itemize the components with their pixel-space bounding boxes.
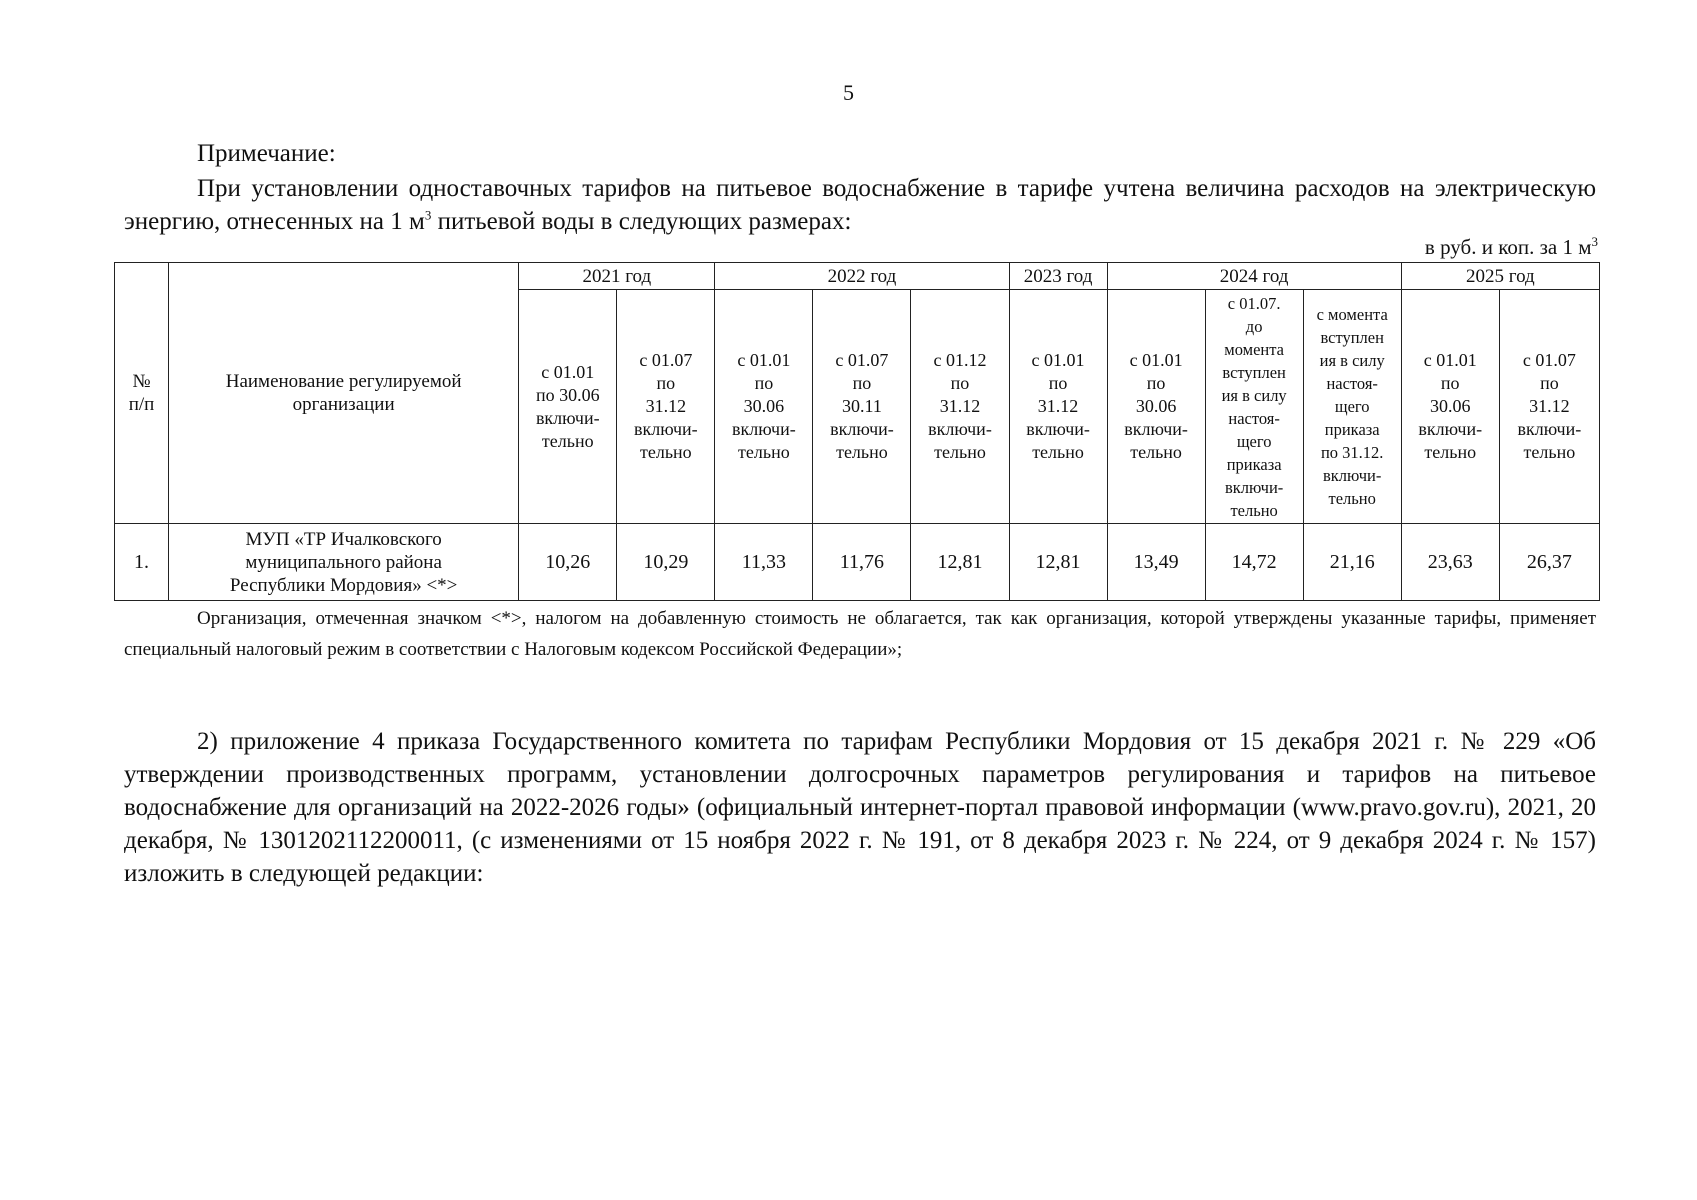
period-header: с момента вступлен ия в силу настоя- щего приказа по 31.12. включи- тельно bbox=[1303, 290, 1401, 524]
note-text-end: питьевой воды в следующих размерах: bbox=[431, 208, 852, 235]
period-header: с 01.01 по 31.12 включи- тельно bbox=[1009, 290, 1107, 524]
tariff-value: 14,72 bbox=[1205, 524, 1303, 601]
tariff-value: 11,33 bbox=[715, 524, 813, 601]
period-header: с 01.01 по 30.06 включи- тельно bbox=[715, 290, 813, 524]
tariff-value: 11,76 bbox=[813, 524, 911, 601]
tariff-value: 21,16 bbox=[1303, 524, 1401, 601]
paragraph-2: 2) приложение 4 приказа Государственного комитета по тарифам Республики Мордовия от 15 декабря 2021 г. № 229 «Об утверждении производственных программ, установлении долгосрочных параметров регулирования и тарифов на питьевое водоснабжение для организаций на 2022-2026 годы» (официальный интернет-портал правовой информации (www.pravo.gov.ru), 2021, 20 декабря, № 1301202112200011, (с изменениями от 15 ноября 2022 г. № 191, от 8 декабря 2023 г. № 224, от 9 декабря 2024 г. № 157) изложить в следующей редакции: bbox=[124, 728, 1596, 887]
period-header: с 01.07 по 31.12 включи- тельно bbox=[617, 290, 715, 524]
year-header-row bbox=[115, 263, 1600, 290]
row-organization: МУП «ТР Ичалковского муниципального района Республики Мордовия» <*> bbox=[169, 524, 519, 601]
period-header: с 01.07 по 31.12 включи- тельно bbox=[1499, 290, 1599, 524]
period-header: с 01.01 по 30.06 включи- тельно bbox=[519, 290, 617, 524]
period-header: с 01.12 по 31.12 включи- тельно bbox=[911, 290, 1009, 524]
unit-superscript: 3 bbox=[1591, 234, 1598, 249]
note-paragraph bbox=[124, 172, 1596, 238]
note-text-main: При установлении одноставочных тарифов на питьевое водоснабжение в тарифе учтена величина расходов на электрическую энергию, отнесенных на 1 м bbox=[124, 175, 1596, 235]
note-title: Примечание: bbox=[197, 140, 336, 167]
unit-label bbox=[1260, 235, 1598, 260]
table-row bbox=[115, 524, 1600, 601]
tariff-value: 13,49 bbox=[1107, 524, 1205, 601]
page-number: 5 bbox=[843, 80, 854, 105]
period-header: с 01.01 по 30.06 включи- тельно bbox=[1401, 290, 1499, 524]
footnote: Организация, отмеченная значком <*>, налогом на добавленную стоимость не облагается, так как организация, которой утверждены указанные тарифы, применяет специальный налоговый режим в соответствии с Налоговым кодексом Российской Федерации»; bbox=[124, 608, 1596, 660]
note-superscript: 3 bbox=[424, 207, 432, 223]
header-year-2023: 2023 год bbox=[1009, 263, 1107, 290]
header-number: № п/п bbox=[115, 263, 169, 524]
period-header: с 01.07 по 30.11 включи- тельно bbox=[813, 290, 911, 524]
tariff-value: 10,29 bbox=[617, 524, 715, 601]
period-header: с 01.01 по 30.06 включи- тельно bbox=[1107, 290, 1205, 524]
header-year-2025: 2025 год bbox=[1401, 263, 1599, 290]
tariff-value: 23,63 bbox=[1401, 524, 1499, 601]
tariff-table bbox=[114, 262, 1600, 601]
row-number: 1. bbox=[115, 524, 169, 601]
unit-text: в руб. и коп. за 1 м bbox=[1424, 235, 1592, 259]
header-year-2022: 2022 год bbox=[715, 263, 1009, 290]
header-organization: Наименование регулируемой организации bbox=[169, 263, 519, 524]
tariff-value: 10,26 bbox=[519, 524, 617, 601]
tariff-value: 12,81 bbox=[911, 524, 1009, 601]
tariff-value: 26,37 bbox=[1499, 524, 1599, 601]
period-header: с 01.07. до момента вступлен ия в силу настоя- щего приказа включи- тельно bbox=[1205, 290, 1303, 524]
header-year-2024: 2024 год bbox=[1107, 263, 1401, 290]
tariff-value: 12,81 bbox=[1009, 524, 1107, 601]
header-year-2021: 2021 год bbox=[519, 263, 715, 290]
